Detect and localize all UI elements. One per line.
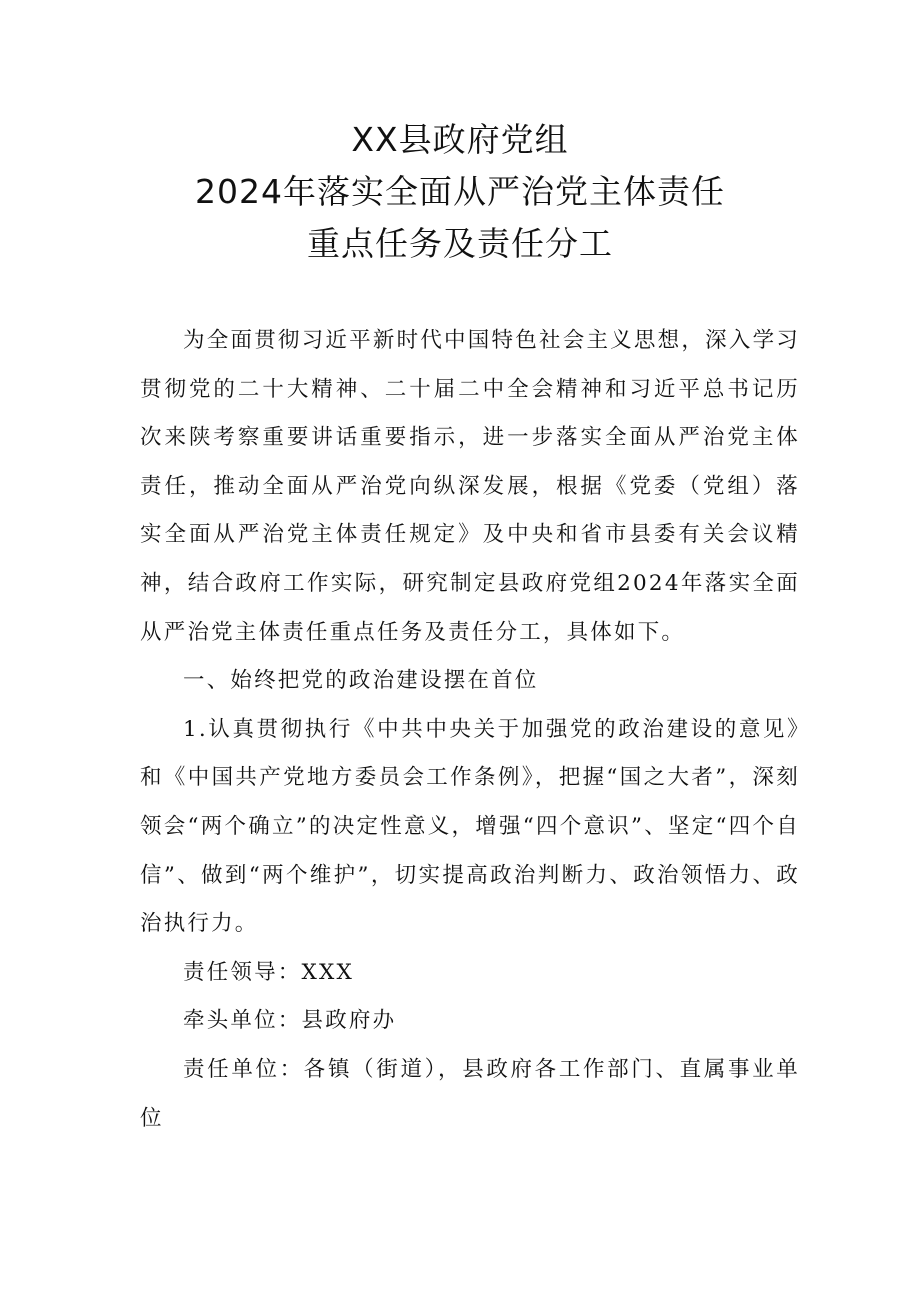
title-line-3: 重点任务及责任分工 <box>307 224 613 263</box>
lead-unit: 牵头单位：县政府办 <box>183 1008 397 1034</box>
section-heading-1: 一、始终把党的政治建设摆在首位 <box>183 668 539 694</box>
title-line-2: 2024年落实全面从严治党主体责任 <box>195 172 725 211</box>
responsible-leader: 责任领导：XXX <box>183 959 355 985</box>
document-title <box>0 114 920 270</box>
responsible-units: 责任单位：各镇（街道），县政府各工作部门、直属事业单位 <box>140 1056 800 1131</box>
task-item-1: 1.认真贯彻执行《中共中央关于加强党的政治建设的意见》和《中国共产党地方委员会工作条例》，把握“国之大者”，深刻领会“两个确立”的决定性意义，增强“四个意识”、坚定“四个自信”、做到“两个维护”，切实提高政治判断力、政治领悟力、政治执行力。 <box>140 716 800 937</box>
document-body <box>140 317 800 1143</box>
intro-paragraph: 为全面贯彻习近平新时代中国特色社会主义思想，深入学习贯彻党的二十大精神、二十届二中全会精神和习近平总书记历次来陕考察重要讲话重要指示，进一步落实全面从严治党主体责任，推动全面从严治党向纵深发展，根据《党委（党组）落实全面从严治党主体责任规定》及中央和省市县委有关会议精神，结合政府工作实际，研究制定县政府党组2024年落实全面从严治党主体责任重点任务及责任分工，具体如下。 <box>140 328 800 645</box>
title-line-1: XX县政府党组 <box>351 120 569 159</box>
